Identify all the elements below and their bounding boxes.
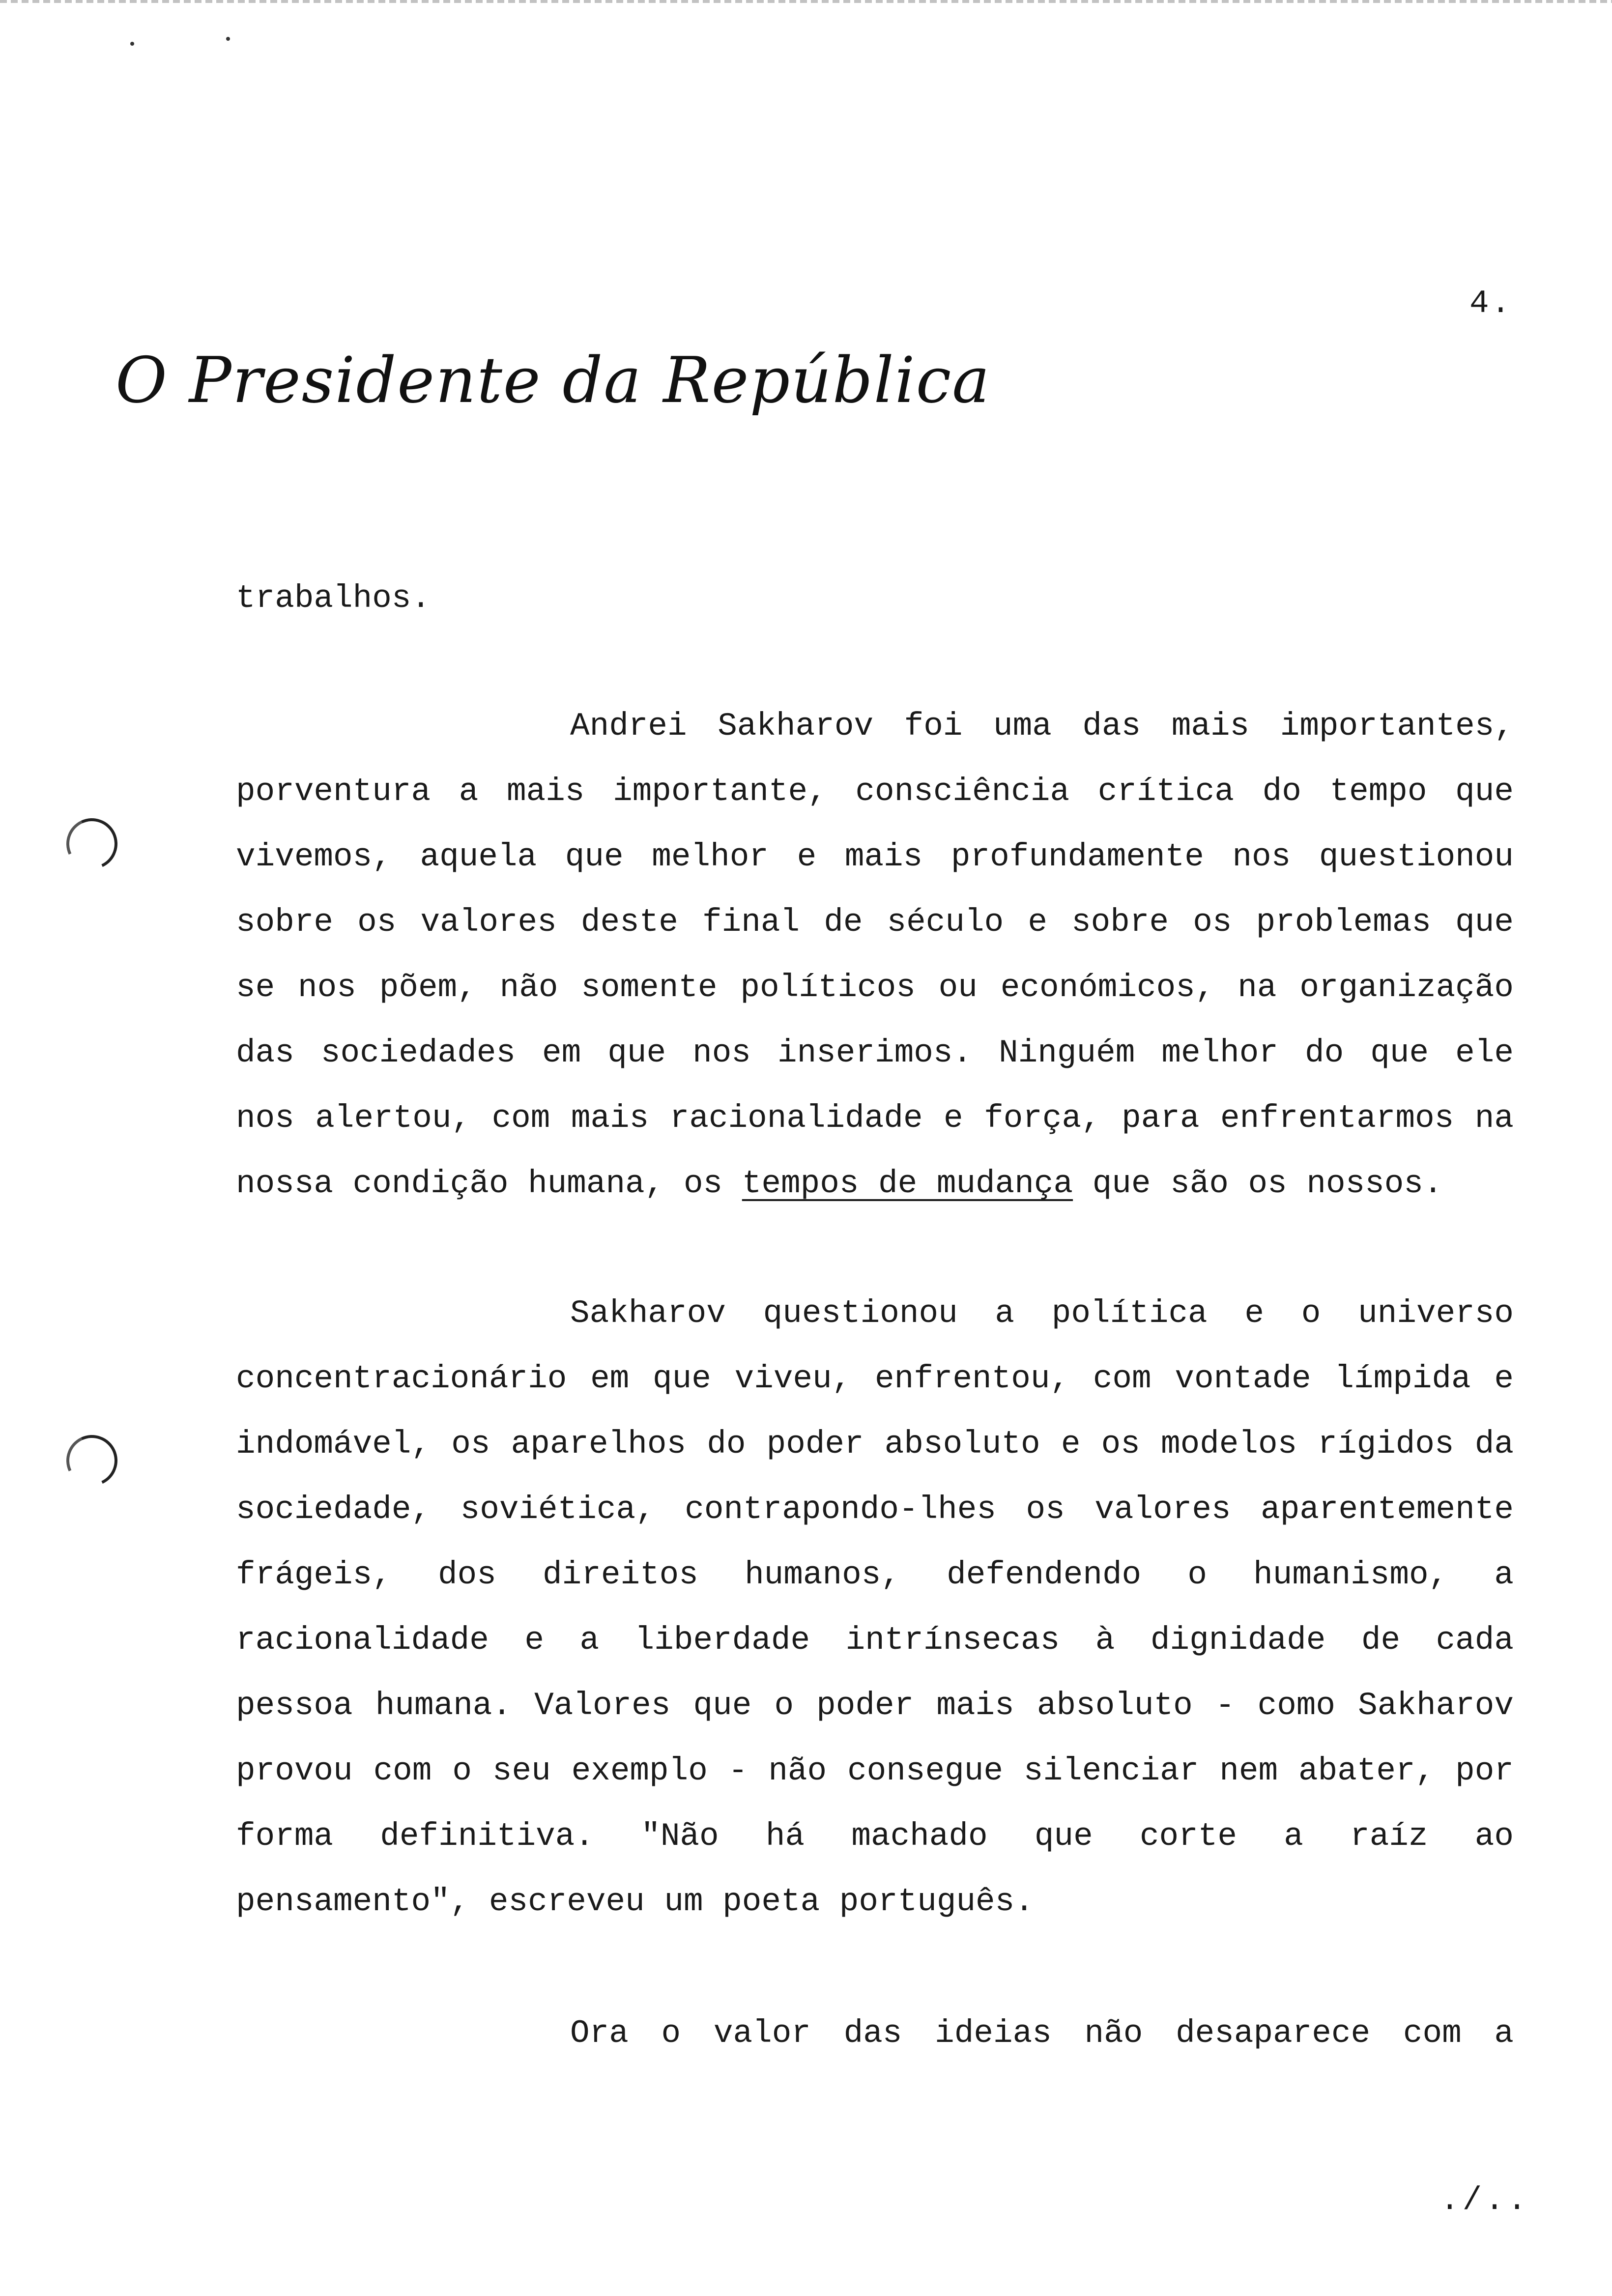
- text-line: Andrei Sakharov foi uma das mais importantes,: [570, 708, 1514, 745]
- scan-top-edge: [0, 0, 1612, 3]
- text-line: racionalidade e a liberdade intrínsecas à dignidade de cada: [236, 1622, 1514, 1659]
- text-line: vivemos, aquela que melhor e mais profundamente nos questionou: [236, 838, 1514, 875]
- punch-hole-mark: [59, 811, 124, 876]
- text-fragment: que são os nossos.: [1073, 1165, 1443, 1202]
- text-line: sobre os valores deste final de século e sobre os problemas que: [236, 904, 1514, 941]
- text-line: nos alertou, com mais racionalidade e força, para enfrentarmos na: [236, 1100, 1514, 1137]
- punch-hole-mark: [59, 1428, 124, 1493]
- text-line: indomável, os aparelhos do poder absoluto e os modelos rígidos da: [236, 1426, 1514, 1463]
- text-line: trabalhos.: [236, 580, 431, 617]
- text-line: Ora o valor das ideias não desaparece com a: [570, 2015, 1514, 2052]
- text-line: concentracionário em que viveu, enfrentou, com vontade límpida e: [236, 1360, 1514, 1397]
- scan-speck: [130, 42, 134, 46]
- text-line: provou com o seu exemplo - não consegue silenciar nem abater, por: [236, 1752, 1514, 1789]
- text-line: sociedade, soviética, contrapondo-lhes os valores aparentemente: [236, 1491, 1514, 1528]
- text-line: se nos põem, não somente políticos ou económicos, na organização: [236, 969, 1514, 1006]
- page-number: 4.: [1469, 285, 1513, 322]
- text-line: forma definitiva. "Não há machado que corte a raíz ao: [236, 1818, 1514, 1855]
- continuation-mark: ./..: [1440, 2182, 1530, 2219]
- underlined-phrase: tempos de mudança: [742, 1165, 1073, 1202]
- text-line: Sakharov questionou a política e o universo: [570, 1295, 1514, 1332]
- text-line: das sociedades em que nos inserimos. Ninguém melhor do que ele: [236, 1034, 1514, 1071]
- scan-speck: [226, 37, 230, 41]
- text-fragment: nossa condição humana, os: [236, 1165, 742, 1202]
- letterhead: O Presidente da República: [115, 344, 991, 417]
- text-line: porventura a mais importante, consciência crítica do tempo que: [236, 773, 1514, 810]
- text-line: pensamento", escreveu um poeta português.: [236, 1883, 1034, 1920]
- text-line: [236, 1165, 1514, 1202]
- text-line: frágeis, dos direitos humanos, defendendo o humanismo, a: [236, 1556, 1514, 1593]
- text-line: pessoa humana. Valores que o poder mais absoluto - como Sakharov: [236, 1687, 1514, 1724]
